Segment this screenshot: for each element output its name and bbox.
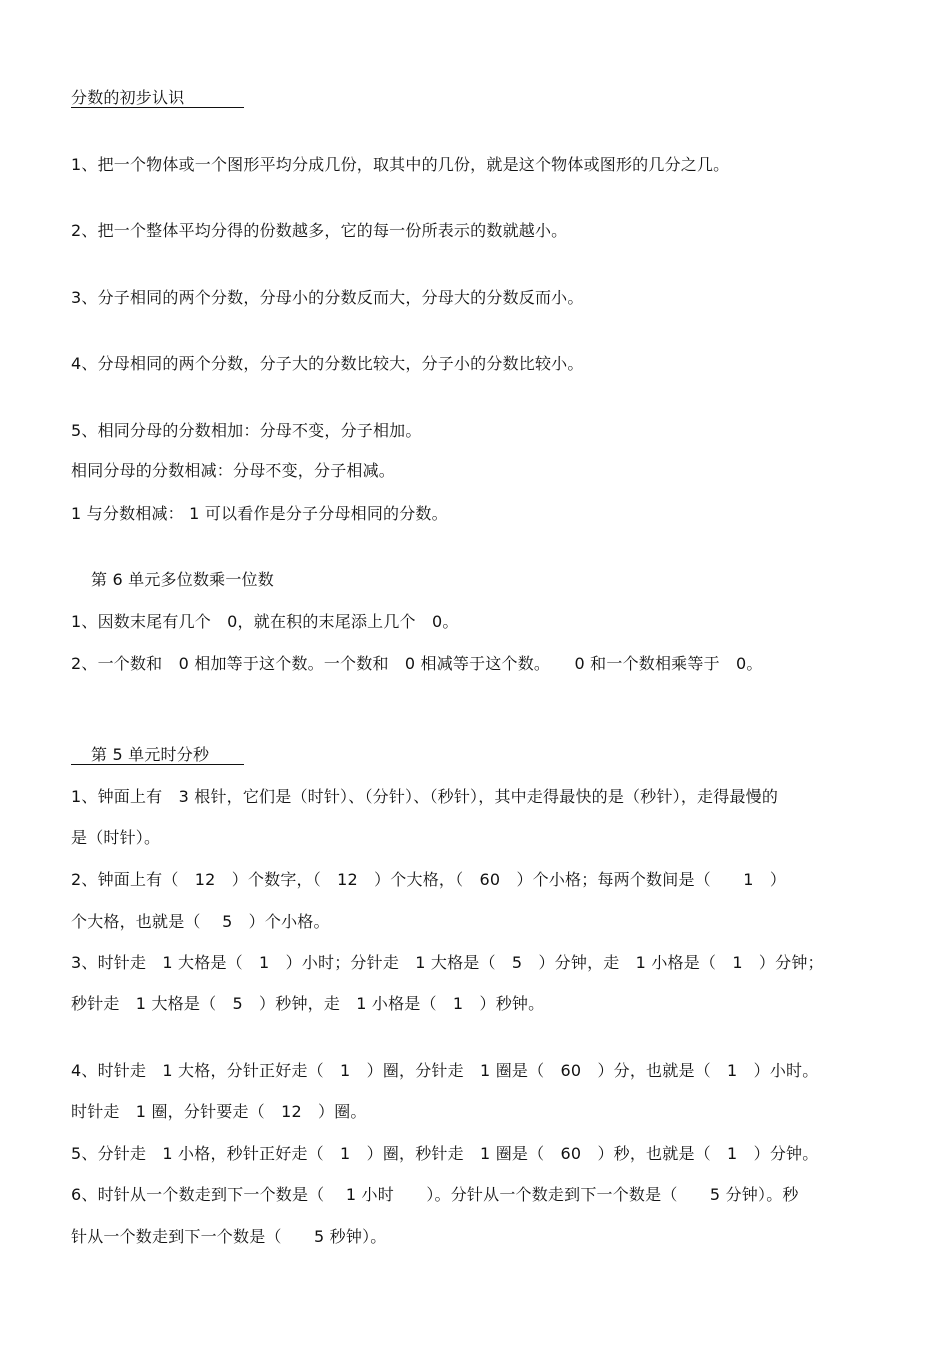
title-underline [71, 764, 244, 765]
section-title-time: 第 5 单元时分秒 [91, 745, 210, 764]
time-line-8: 时针走 1 圈，分针要走（ 12 ）圈。 [71, 1102, 367, 1121]
time-line-3: 2、钟面上有（ 12 ）个数字，（ 12 ）个大格，（ 60 ）个小格；每两个数间是（ 1 ） [71, 870, 787, 889]
time-line-5: 3、时针走 1 大格是（ 1 ）小时；分针走 1 大格是（ 5 ）分钟，走 1 小格是（ 1 ）分钟； [71, 953, 824, 972]
multiplication-item-1: 1、因数末尾有几个 0，就在积的末尾添上几个 0。 [71, 612, 459, 631]
time-line-1: 1、钟面上有 3 根针，它们是（时针）、（分针）、（秒针），其中走得最快的是（秒针），走得最慢的 [71, 787, 779, 806]
time-line-11: 针从一个数走到下一个数是（ 5 秒钟）。 [71, 1227, 387, 1246]
fractions-item-4: 4、分母相同的两个分数，分子大的分数比较大，分子小的分数比较小。 [71, 354, 584, 373]
time-line-6: 秒针走 1 大格是（ 5 ）秒钟，走 1 小格是（ 1 ）秒钟。 [71, 994, 545, 1013]
time-line-10: 6、时针从一个数走到下一个数是（ 1 小时 ）。分针从一个数走到下一个数是（ 5 分钟）。秒 [71, 1185, 799, 1204]
time-line-9: 5、分针走 1 小格，秒针正好走（ 1 ）圈，秒针走 1 圈是（ 60 ）秒，也就是（ 1 ）分钟。 [71, 1144, 819, 1163]
fractions-item-5b: 相同分母的分数相减：分母不变，分子相减。 [71, 461, 396, 480]
time-line-4: 个大格，也就是（ 5 ）个小格。 [71, 912, 330, 931]
fractions-item-5c: 1 与分数相减： 1 可以看作是分子分母相同的分数。 [71, 504, 448, 523]
title-underline [71, 107, 244, 108]
fractions-item-2: 2、把一个整体平均分得的份数越多，它的每一份所表示的数就越小。 [71, 221, 568, 240]
time-line-2: 是（时针）。 [71, 828, 161, 847]
time-line-7: 4、时针走 1 大格，分针正好走（ 1 ）圈，分针走 1 圈是（ 60 ）分，也就是（ 1 ）小时。 [71, 1061, 819, 1080]
fractions-item-3: 3、分子相同的两个分数，分母小的分数反而大，分母大的分数反而小。 [71, 288, 584, 307]
section-title-multiplication: 第 6 单元多位数乘一位数 [91, 570, 274, 589]
fractions-item-5: 5、相同分母的分数相加：分母不变，分子相加。 [71, 421, 422, 440]
multiplication-item-2: 2、一个数和 0 相加等于这个数。一个数和 0 相减等于这个数。 0 和一个数相乘等于 0。 [71, 654, 763, 673]
section-title-fractions: 分数的初步认识 [71, 88, 185, 107]
fractions-item-1: 1、把一个物体或一个图形平均分成几份，取其中的几份，就是这个物体或图形的几分之几。 [71, 155, 730, 174]
